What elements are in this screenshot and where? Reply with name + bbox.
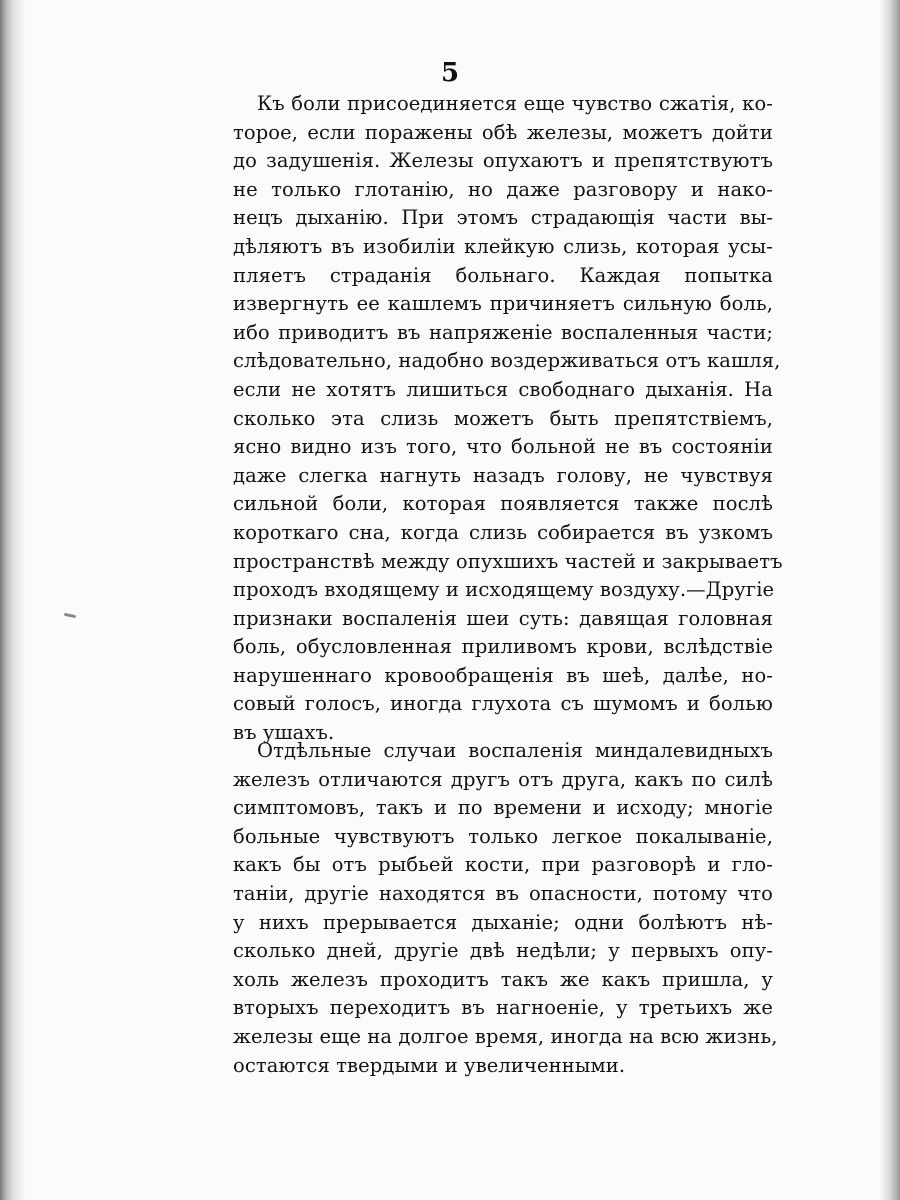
text-line: железы еще на долгое время, иногда на всю жизнь,: [233, 1024, 778, 1048]
text-line: торое, если поражены обѣ железы, можетъ дойти: [233, 120, 773, 144]
text-line: пляетъ страданія больнаго. Каждая попытка: [233, 263, 773, 287]
text-line: железъ отличаются другъ отъ друга, какъ по силѣ: [233, 767, 773, 791]
text-line: въ ушахъ.: [233, 721, 335, 745]
text-line: даже слегка нагнуть назадъ голову, не чувствуя: [233, 463, 773, 487]
text-line: боль, обусловленная приливомъ крови, вслѣдствіе: [233, 635, 773, 659]
text-line: дѣляютъ въ изобиліи клейкую слизь, которая усы-: [233, 234, 773, 258]
text-line: остаются твердыми и увеличенными.: [233, 1053, 626, 1077]
text-line: сильной боли, которая появляется также послѣ: [233, 492, 773, 516]
text-line: слѣдовательно, надобно воздерживаться отъ кашля,: [233, 349, 781, 373]
text-line: нецъ дыханію. При этомъ страдающія части вы-: [233, 206, 773, 230]
text-line: если не хотятъ лишиться свободнаго дыханія. На: [233, 377, 773, 401]
text-line: ибо приводитъ въ напряженіе воспаленныя части;: [233, 320, 773, 344]
paragraph-1: [233, 90, 783, 748]
text-line: таніи, другіе находятся въ опасности, потому что: [233, 881, 773, 905]
text-line: холь железъ проходитъ такъ же какъ пришла, у: [233, 967, 773, 991]
text-line: симптомовъ, такъ и по времени и исходу; многіе: [233, 796, 773, 820]
text-line: Отдѣльные случаи воспаленія миндалевидныхъ: [257, 739, 773, 762]
text-line: у нихъ прерывается дыханіе; одни болѣютъ нѣ-: [233, 910, 773, 934]
text-line: пространствѣ между опухшихъ частей и закрываетъ: [233, 549, 783, 573]
page-binding-shadow: [0, 0, 26, 1200]
text-line: до задушенія. Железы опухаютъ и препятствуютъ: [233, 149, 773, 173]
text-line: какъ бы отъ рыбьей кости, при разговорѣ и гло-: [233, 853, 773, 877]
text-line: вторыхъ переходитъ въ нагноеніе, у третьихъ же: [233, 996, 773, 1020]
text-line: короткаго сна, когда слизь собирается въ узкомъ: [233, 520, 773, 544]
text-line: совый голосъ, иногда глухота съ шумомъ и болью: [233, 692, 773, 716]
text-line: сколько дней, другіе двѣ недѣли; у первыхъ опу-: [233, 939, 773, 963]
text-line: Къ боли присоединяется еще чувство сжатія, ко-: [257, 92, 773, 115]
text-line: ясно видно изъ того, что больной не въ состояніи: [233, 435, 773, 459]
text-line: больные чувствуютъ только легкое покалываніе,: [233, 824, 773, 848]
page-number: 5: [440, 58, 460, 88]
text-line: сколько эта слизь можетъ быть препятствіемъ,: [233, 406, 773, 430]
text-line: признаки воспаленія шеи суть: давящая головная: [233, 606, 773, 630]
text-line: извергнуть ее кашлемъ причиняетъ сильную боль,: [233, 292, 773, 316]
text-line: нарушеннаго кровообращенія въ шеѣ, далѣе, но-: [233, 663, 773, 687]
page-edge-shadow: [880, 0, 900, 1200]
text-line: проходъ входящему и исходящему воздуху.—Другіе: [233, 578, 775, 602]
text-line: не только глотанію, но даже разговору и нако-: [233, 177, 773, 201]
paragraph-2: [233, 737, 778, 1080]
